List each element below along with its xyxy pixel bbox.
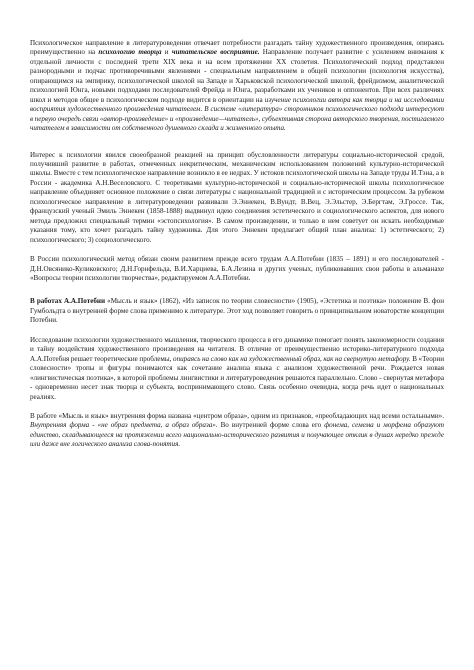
text-run: и [161,48,172,57]
text-run: В «Теории словесности» тропы и фигуры понимаются как сочетание анализа языка с анализом художественной речи. Рождается новая «лингвистическая поэтика», в которой проблемы лингвистики и литературоведения решаются параллельно. Слово - свернутая метафора - одновременно несет знак творца и субъекта, воспринимающего слово. Связь особенно очевидна, когда речь идет о национальных реалиях. [30,354,444,401]
text-run: психологию творца [98,48,162,57]
text-run: В России психологический метод обязан своим развитием прежде всего трудам А.А.Потебни (1835 – 1891) и его последователей - Д.Н.Овсянико-Куликовского; Д.Н.Горнфельда, В.И.Харциева, Б.А.Лезина и других ученых, публиковавших свои работы в альманахе «Вопросы теории психологии творчества», редактируемом А.А.Потебни. [30,255,444,282]
paragraph-russia-potebnya [30,255,444,283]
paragraph-works-of-potebnya [30,297,444,325]
text-run: Направление получает развитие с усилением внимания к отдельной личности с последней трети XIX века и на всем протяжении XX столетия. Психологический подход представлен разнородными и подчас противоречивыми явлениями - специальным направлением в общей психологии (психология искусства), опирающимся на эмпирику, психологической школой на Западе и Харьковской психологической школой, фрейдизмом, аналитической психологией Юнга, новыми подходами последователей Фрейда и Юнга, разработками их учеников и оппонентов. При всех различиях школ и методов общее в психологическом подходе видится в ориентации на [30,48,444,104]
paragraph-psychological-direction [30,39,444,134]
text-run: В работе «Мысль и язык» внутренняя форма названа «центром образа», одним из признаков, «преобладающих над всеми остальными». [30,411,444,420]
text-run: фонема, семема и морфема образуют единство, складывающееся на протяжении всего национально-исторического развития и получающее отклик в душах нередко прежде или даже вне логического анализа слова-понятия. [30,421,444,449]
paragraph-interest-in-psychology [30,151,444,246]
text-run: читательское восприятие. [171,48,260,57]
paragraph-creative-thinking [30,336,444,402]
text-run: Внутренняя форма - «не образ предмета, а образ образа». [30,421,218,430]
text-run: Психологическое направление в литературоведении отвечает потребности разгадать тайну художественного произведения, опираясь преимущественно на [30,39,444,57]
text-run: Исследование психологии художественного мышления, творческого процесса в его динамике помогает понять закономерности создания и тайну воздействия художественного произведения на читателя. В отличие от преимущественно историко-литературного подхода А.А.Потебня решает теоретические проблемы, [30,335,444,363]
text-run: Интерес к психологии явился своеобразной реакцией на принцип обусловленности литературы социально-исторической средой, получивший развитие в работах, отмеченных некритическим, механическим использованием положений культурно-исторической школы. Вместе с тем психологическое направление возникло в ее недрах. У истоков психологической школы на Западе труды И.Тэна, а в России - академика А.Н.Веселовского. С теоретиками культурно-исторической и социально-исторической школы психологическое направление объединяет основное положение о связи литературы с национальной традицией и с историческим процессом. За рубежом психологическое направление в литературоведении развивали Э.Эннекен, В.Вундт, В.Вец, Э.Эльстер, Э.Бергтам, Э.Гроссе. Так, французский ученый Эмиль Эннекен (1858-1888) выдвинул идею соединения эстетического и социологического аспектов, для нового метода предложил специальный термин «эстопсихология». В самом произведении, и только в нем советует он искать необходимые указания тому, кто хочет разгадать тайну художника. Для этого Эннекен предлагает общий план анализа: 1) эстетического; 2) психологического; 3) социологического. [30,150,444,244]
text-run: изучение психологии автора как творца и на исследовании восприятия художественного произведения читателем. В системе «литература» сторонников психологического подхода интересуют в первую очередь связи «автор-произведение» и «произведение—читатель», субъективная сторона авторского творения, постигаемого читателем в зависимости от собственного душевного склада и жизненного опыта. [30,95,445,133]
text-run: В работах А.А.Потебни [30,297,106,306]
text-run: «Мысль и язык» (1862), «Из записок по теории словесности» (1905), «Эстетика и поэтика» положение В. фон Гумбольдта о внутренней форме слова применимо к литературе. Этот ход позволяет говорить о принципиальном новаторстве концепции Потебни. [30,297,444,325]
text-run: Во внутренней форме слова его [217,421,325,430]
text-run: опираясь на слово как на художественный образ, как на свернутую метафору. [173,354,411,363]
paragraph-inner-form [30,412,444,450]
